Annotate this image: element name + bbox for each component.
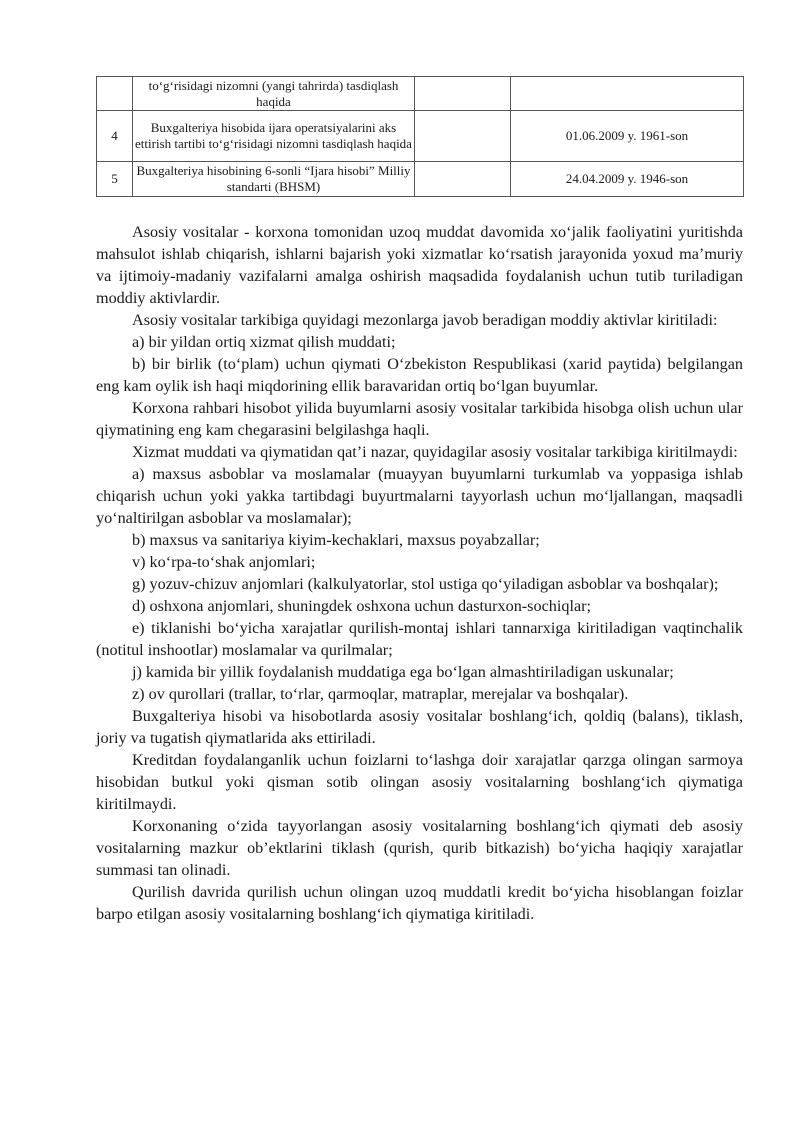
paragraph: Qurilish davrida qurilish uchun olingan uzoq muddatli kredit bo‘yicha hisoblangan foizlar barpo etilgan asosiy vositalarning boshlang‘ich qiymatiga kiritiladi. <box>96 883 743 923</box>
document-reference: 01.06.2009 y. 1961-son <box>511 111 744 162</box>
paragraph: Buxgalteriya hisobi va hisobotlarda asosiy vositalar boshlang‘ich, qoldiq (balans), tiklash, joriy va tugatish qiymatlarida aks ettiriladi. <box>96 707 743 747</box>
empty-cell <box>415 77 511 111</box>
table-row <box>97 162 744 197</box>
list-item: d) oshxona anjomlari, shuningdek oshxona uchun dasturxon-sochiqlar; <box>132 597 592 615</box>
regulations-table <box>96 76 744 197</box>
list-item: a) maxsus asboblar va moslamalar (muayyan buyumlarni turkumlab va yoppasiga ishlab chiqarish uchun yoki yakka tartibdagi buyurtmalarni tayyorlash uchun mo‘ljallangan, maqsadli yo‘naltirilgan asboblar va moslamalar); <box>96 465 743 527</box>
paragraph: Kreditdan foydalanganlik uchun foizlarni to‘lashga doir xarajatlar qarzga olingan sarmoya hisobidan butkul yoki qisman sotib olingan asosiy vositalarning boshlang‘ich qiymatiga kiritilmaydi. <box>96 751 743 813</box>
empty-cell <box>415 162 511 197</box>
row-number: 5 <box>97 162 133 197</box>
document-title: Buxgalteriya hisobida ijara operatsiyalarini aks ettirish tartibi to‘g‘risidagi nizomni tasdiqlash haqida <box>133 111 415 162</box>
row-number <box>97 77 133 111</box>
list-item: b) maxsus va sanitariya kiyim-kechaklari, maxsus poyabzallar; <box>132 531 540 549</box>
document-reference <box>511 77 744 111</box>
empty-cell <box>415 111 511 162</box>
table-row <box>97 77 744 111</box>
list-item: b) bir birlik (to‘plam) uchun qiymati O‘zbekiston Respublikasi (xarid paytida) belgilangan eng kam oylik ish haqi miqdorining ellik baravaridan ortiq bo‘lgan buyumlar. <box>96 355 743 395</box>
table-row <box>97 111 744 162</box>
list-item: a) bir yildan ortiq xizmat qilish muddati; <box>132 333 396 351</box>
document-title: Buxgalteriya hisobining 6-sonli “Ijara hisobi” Milliy standarti (BHSM) <box>133 162 415 197</box>
row-number: 4 <box>97 111 133 162</box>
paragraph: Korxona rahbari hisobot yilida buyumlarni asosiy vositalar tarkibida hisobga olish uchun ular qiymatining eng kam chegarasini belgilashga haqli. <box>96 399 743 439</box>
paragraph: Asosiy vositalar - korxona tomonidan uzoq muddat davomida xo‘jalik faoliyatini yuritishda mahsulot ishlab chiqarish, ishlarni bajarish yoki xizmatlar ko‘rsatish jarayonida yoxud ma’muriy va ijtimoiy-madaniy vazifalarni amalga oshirish maqsadida foydalanish uchun tutib turiladigan moddiy aktivlardir. <box>96 223 743 307</box>
document-title: to‘g‘risidagi nizomni (yangi tahrirda) tasdiqlash haqida <box>133 77 415 111</box>
paragraph: Asosiy vositalar tarkibiga quyidagi mezonlarga javob beradigan moddiy aktivlar kiritiladi: <box>132 311 718 329</box>
body-text <box>96 221 743 925</box>
list-item: j) kamida bir yillik foydalanish muddatiga ega bo‘lgan almashtiriladigan uskunalar; <box>132 663 674 681</box>
paragraph: Xizmat muddati va qiymatidan qat’i nazar, quyidagilar asosiy vositalar tarkibiga kiritilmaydi: <box>132 443 738 461</box>
list-item: g) yozuv-chizuv anjomlari (kalkulyatorlar, stol ustiga qo‘yiladigan asboblar va boshqalar); <box>132 575 719 593</box>
list-item: z) ov qurollari (trallar, to‘rlar, qarmoqlar, matraplar, merejalar va boshqalar). <box>132 685 629 703</box>
list-item: v) ko‘rpa-to‘shak anjomlari; <box>132 553 316 571</box>
paragraph: Korxonaning o‘zida tayyorlangan asosiy vositalarning boshlang‘ich qiymati deb asosiy vositalarning mazkur ob’ektlarini tiklash (qurish, qurib bitkazish) bo‘yicha haqiqiy xarajatlar summasi tan olinadi. <box>96 817 743 879</box>
document-reference: 24.04.2009 y. 1946-son <box>511 162 744 197</box>
list-item: e) tiklanishi bo‘yicha xarajatlar qurilish-montaj ishlari tannarxiga kiritiladigan vaqtinchalik (notitul inshootlar) moslamalar va qurilmalar; <box>96 619 743 659</box>
